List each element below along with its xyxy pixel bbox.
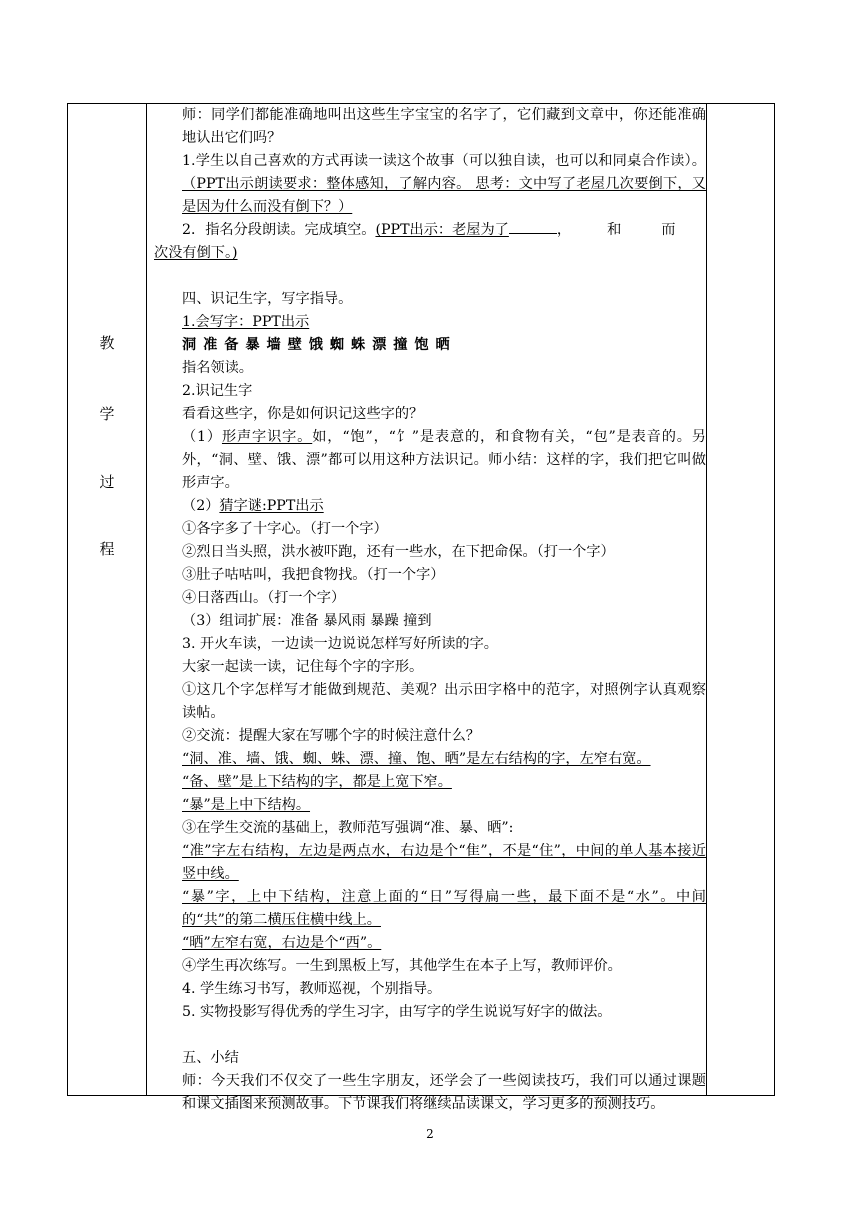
riddle-3: ③肚子咕咕叫，我把食物找。（打一个字） (182, 567, 445, 583)
top-middle-bottom-structure-text: “暴”是上中下结构。 (182, 797, 311, 813)
practice-step-5: 5. 实物投影写得优秀的学生习字，由写字的学生说说写好字的做法。 (182, 1004, 612, 1020)
fill-blank-and: 和 (607, 222, 622, 238)
method-1-text: 如，“饱”，“饣”是表意的，和食物有关，“包”是表音的。另外，“洞、壁、饿、漂”都可以用这种方法识记。师小结：这样的字，我们把它叫做形声字。 (182, 429, 706, 491)
section-4-heading: 四、识记生字，写字指导。 (182, 291, 353, 307)
spacer (154, 1024, 706, 1047)
fill-blank-comma: ， (556, 222, 572, 238)
top-bottom-structure-text: “备、壁”是上下结构的字，都是上宽下窄。 (182, 774, 452, 790)
fill-blank-end: 次没有倒下。) (154, 245, 238, 261)
write-chars-step (154, 311, 706, 334)
new-characters: 洞 准 备 暴 墙 壁 饿 蜘 蛛 漂 撞 饱 晒 (182, 337, 451, 353)
riddle-2: ②烈日当头照，洪水被吓跑，还有一些水，在下把命保。（打一个字） (182, 544, 615, 560)
bao-note: “暴”字，上中下结构，注意上面的“日”写得扁一些，最下面不是“水”。中间的“共”的第二横压住横中线上。 (182, 889, 706, 928)
fill-blank-1 (509, 219, 557, 234)
lead-reading: 指名领读。 (182, 360, 253, 376)
section-label-char-1: 教 (99, 334, 115, 352)
riddle-1: ①各字多了十字心。（打一个字） (182, 521, 388, 537)
reading-step-1 (154, 150, 706, 219)
phono-semantic-method (154, 426, 706, 495)
column-divider-right (706, 104, 707, 1095)
reading-step-2-cont (154, 242, 706, 265)
write-chars-step-text: 1.会写字：PPT出示 (182, 314, 310, 330)
method-1-number: （1） (182, 429, 222, 445)
riddle-4: ④日落西山。（打一个字） (182, 590, 346, 606)
spacer (154, 265, 706, 288)
section-label-char-4: 程 (99, 540, 115, 558)
ppt-reading-requirement: （PPT出示朗读要求：整体感知，了解内容。 思考：文中写了老屋几次要倒下，又是因为什么而没有倒下？） (182, 176, 706, 215)
shai-note-text: “晒”左窄右宽，右边是个“西”。 (182, 935, 382, 951)
summary-text: 师：今天我们不仅交了一些生字朋友，还学会了一些阅读技巧，我们可以通过课题和课文插图来预测故事。下节课我们将继续品读课文，学习更多的预测技巧。 (182, 1073, 706, 1112)
fill-blank-because: 而 (661, 222, 676, 238)
method-2-number: （2） (182, 498, 220, 514)
memorize-step: 2.识记生字 (182, 383, 253, 399)
riddle-method (154, 495, 706, 518)
practice-step-4: 4. 学生练习书写，教师巡视，个别指导。 (182, 981, 442, 997)
memorize-question: 看看这些字，你是如何识记这些字的？ (182, 406, 424, 422)
fill-blank-prompt: (PPT出示：老屋为了 (375, 222, 509, 238)
column-divider-left (146, 104, 147, 1095)
practice-again: ④学生再次练写。一生到黑板上写，其他学生在本子上写，教师评价。 (182, 958, 622, 974)
reading-step-2 (154, 219, 706, 242)
teacher-question: 师：同学们都能准确地叫出这些生字宝宝的名字了，它们藏到文章中，你还能准确地认出它们吗？ (182, 107, 706, 146)
discussion: ②交流：提醒大家在写哪个字的时候注意什么？ (182, 728, 480, 744)
lesson-table (67, 103, 775, 1112)
left-right-structure (154, 748, 706, 771)
page-number: 2 (426, 1127, 434, 1141)
teacher-demo: ③在学生交流的基础上，教师范写强调“准、暴、晒”: (182, 820, 514, 836)
reading-step-2-text: 2．指名分段朗读。完成填空。 (182, 222, 376, 238)
train-reading-step: 3. 开火车读，一边读一边说说怎样写好所读的字。 (182, 636, 498, 652)
method-1-title: 形声字识字。 (221, 429, 313, 445)
top-bottom-structure (154, 771, 706, 794)
read-together: 大家一起读一读，记住每个字的字形。 (182, 659, 424, 675)
section-5-heading: 五、小结 (182, 1050, 239, 1066)
method-2-title: 猜字谜:PPT出示 (219, 498, 324, 514)
left-right-structure-text: “洞、准、墙、饿、蜘、蛛、漂、撞、饱、晒”是左右结构的字，左窄右宽。 (182, 751, 651, 767)
section-label-char-2: 学 (99, 405, 115, 423)
word-expansion: （3）组词扩展：准备 暴风雨 暴躁 撞到 (182, 613, 432, 629)
lesson-content (154, 104, 706, 1116)
reading-step-1-text: 1.学生以自己喜欢的方式再读一读这个故事（可以独自读，也可以和同桌合作读）。 (182, 153, 706, 169)
section-label-char-3: 过 (99, 473, 115, 491)
shai-note (154, 932, 706, 955)
top-middle-bottom-structure (154, 794, 706, 817)
observe-model: ①这几个字怎样写才能做到规范、美观？出示田字格中的范字，对照例字认真观察读帖。 (182, 682, 706, 721)
zhun-note: “准”字左右结构，左边是两点水，右边是个“隹”，不是“住”，中间的单人基本接近竖中线。 (182, 843, 706, 882)
